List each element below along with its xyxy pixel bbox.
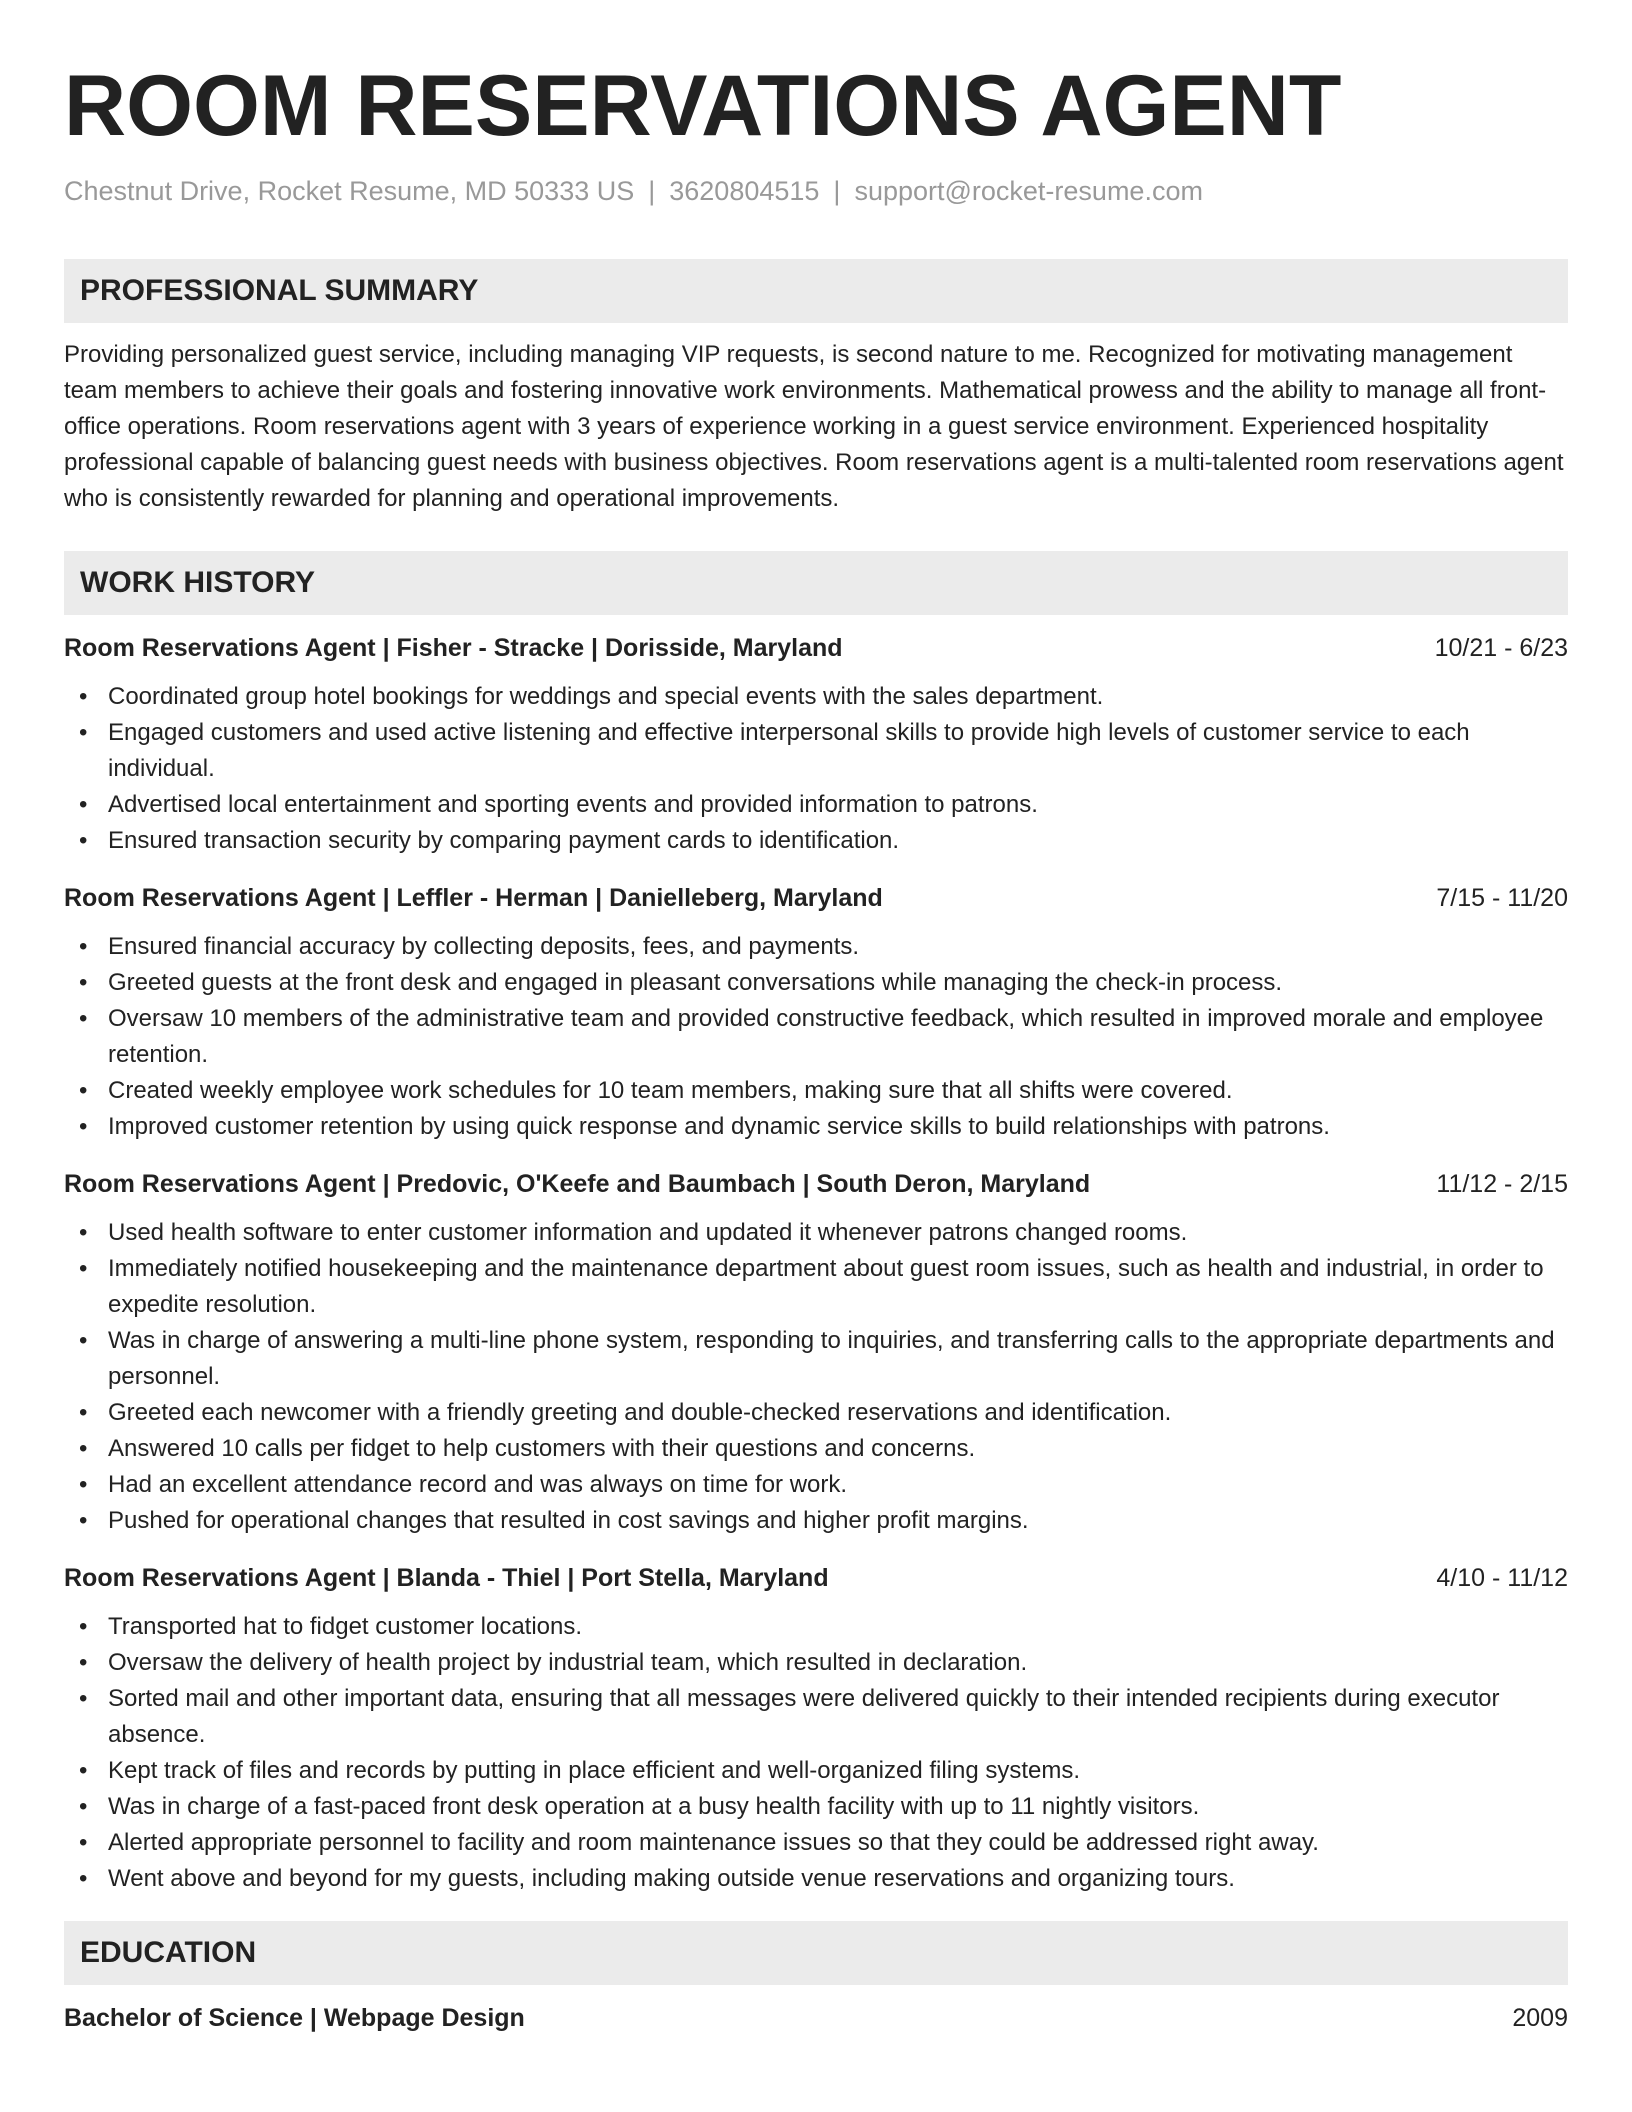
job-bullet-list xyxy=(64,1609,1568,1897)
job-bullet-list xyxy=(64,679,1568,859)
summary-text: Providing personalized guest service, including managing VIP requests, is second nature to me. Recognized for motivating management team members to achieve their goals and fostering innovative work environments. Mathematical prowess and the ability to manage all front-office operations. Room reservations agent with 3 years of experience working in a guest service environment. Experienced hospitality professional capable of balancing guest needs with business objectives. Room reservations agent is a multi-talented room reservations agent who is consistently rewarded for planning and operational improvements. xyxy=(64,341,1564,512)
bullet-dot-icon: • xyxy=(79,933,88,960)
bullet-dot-icon: • xyxy=(79,1077,88,1104)
contact-phone: 3620804515 xyxy=(669,176,820,206)
education-list xyxy=(64,2001,1568,2035)
job-title: Room Reservations Agent | Leffler - Herman | Danielleberg, Maryland xyxy=(64,884,883,912)
job-bullet-list xyxy=(64,929,1568,1145)
job-title-row xyxy=(64,881,1568,915)
job-bullet-text: Answered 10 calls per fidget to help customers with their questions and concerns. xyxy=(108,1435,976,1462)
bullet-dot-icon: • xyxy=(79,1435,88,1462)
job-bullet xyxy=(79,1503,1568,1539)
job-bullet-text: Was in charge of answering a multi-line phone system, responding to inquiries, and transferring calls to the appropriate departments and personnel. xyxy=(108,1327,1555,1390)
job-bullet-text: Used health software to enter customer information and updated it whenever patrons changed rooms. xyxy=(108,1219,1188,1246)
job-bullet-text: Oversaw 10 members of the administrative team and provided constructive feedback, which resulted in improved morale and employee retention. xyxy=(108,1005,1544,1068)
bullet-dot-icon: • xyxy=(79,1471,88,1498)
job-dates: 11/12 - 2/15 xyxy=(1436,1170,1568,1198)
job-bullet-text: Advertised local entertainment and sporting events and provided information to patrons. xyxy=(108,791,1038,818)
section-header-education: EDUCATION xyxy=(64,1921,1568,1985)
job-dates: 4/10 - 11/12 xyxy=(1436,1564,1568,1592)
job-bullet xyxy=(79,1109,1568,1145)
bullet-dot-icon: • xyxy=(79,1613,88,1640)
job-bullet xyxy=(79,1609,1568,1645)
job-dates: 10/21 - 6/23 xyxy=(1434,634,1568,662)
education-degree: Bachelor of Science | Webpage Design xyxy=(64,2004,525,2032)
job-bullet-text: Sorted mail and other important data, ensuring that all messages were delivered quickly to their intended recipients during executor absence. xyxy=(108,1685,1500,1748)
resume-name: ROOM RESERVATIONS AGENT xyxy=(64,58,1342,154)
job-bullet xyxy=(79,929,1568,965)
job-title: Room Reservations Agent | Fisher - Stracke | Dorisside, Maryland xyxy=(64,634,843,662)
resume-page xyxy=(64,56,1568,2035)
bullet-dot-icon: • xyxy=(79,719,88,746)
job-bullet xyxy=(79,1825,1568,1861)
job-bullet-text: Went above and beyond for my guests, including making outside venue reservations and organizing tours. xyxy=(108,1865,1235,1892)
education-entry xyxy=(64,2001,1568,2035)
job-bullet xyxy=(79,1073,1568,1109)
job-bullet-text: Kept track of files and records by putting in place efficient and well-organized filing systems. xyxy=(108,1757,1081,1784)
bullet-dot-icon: • xyxy=(79,827,88,854)
job-bullet xyxy=(79,1789,1568,1825)
job-bullet xyxy=(79,1395,1568,1431)
bullet-dot-icon: • xyxy=(79,1327,88,1354)
bullet-dot-icon: • xyxy=(79,1829,88,1856)
contact-line xyxy=(64,174,1568,208)
bullet-dot-icon: • xyxy=(79,1507,88,1534)
section-header-work-history: WORK HISTORY xyxy=(64,551,1568,615)
job-bullet-text: Coordinated group hotel bookings for weddings and special events with the sales department. xyxy=(108,683,1104,710)
job-bullet xyxy=(79,1467,1568,1503)
job-bullet-text: Had an excellent attendance record and was always on time for work. xyxy=(108,1471,848,1498)
job-bullet-text: Pushed for operational changes that resulted in cost savings and higher profit margins. xyxy=(108,1507,1029,1534)
job-entry xyxy=(64,1167,1568,1539)
job-bullet-list xyxy=(64,1215,1568,1539)
job-dates: 7/15 - 11/20 xyxy=(1436,884,1568,912)
job-bullet-text: Greeted each newcomer with a friendly greeting and double-checked reservations and identification. xyxy=(108,1399,1172,1426)
job-entry xyxy=(64,1561,1568,1897)
job-bullet-text: Oversaw the delivery of health project by industrial team, which resulted in declaration. xyxy=(108,1649,1028,1676)
bullet-dot-icon: • xyxy=(79,1793,88,1820)
contact-email: support@rocket-resume.com xyxy=(854,176,1203,206)
education-year: 2009 xyxy=(1512,2004,1568,2032)
job-entry xyxy=(64,881,1568,1145)
bullet-dot-icon: • xyxy=(79,969,88,996)
job-bullet-text: Improved customer retention by using quick response and dynamic service skills to build relationships with patrons. xyxy=(108,1113,1330,1140)
job-bullet-text: Alerted appropriate personnel to facility and room maintenance issues so that they could be addressed right away. xyxy=(108,1829,1319,1856)
job-bullet xyxy=(79,1323,1568,1395)
job-bullet-text: Created weekly employee work schedules for 10 team members, making sure that all shifts were covered. xyxy=(108,1077,1233,1104)
bullet-dot-icon: • xyxy=(79,683,88,710)
bullet-dot-icon: • xyxy=(79,1757,88,1784)
job-bullet-text: Immediately notified housekeeping and the maintenance department about guest room issues, such as health and industrial, in order to expedite resolution. xyxy=(108,1255,1544,1318)
job-bullet xyxy=(79,787,1568,823)
job-bullet-text: Ensured financial accuracy by collecting deposits, fees, and payments. xyxy=(108,933,860,960)
bullet-dot-icon: • xyxy=(79,1219,88,1246)
job-bullet xyxy=(79,1753,1568,1789)
bullet-dot-icon: • xyxy=(79,1399,88,1426)
job-bullet xyxy=(79,1001,1568,1073)
contact-address: Chestnut Drive, Rocket Resume, MD 50333 US xyxy=(64,176,635,206)
bullet-dot-icon: • xyxy=(79,1865,88,1892)
bullet-dot-icon: • xyxy=(79,1005,88,1032)
section-header-professional-summary: PROFESSIONAL SUMMARY xyxy=(64,259,1568,323)
job-bullet xyxy=(79,823,1568,859)
bullet-dot-icon: • xyxy=(79,1649,88,1676)
bullet-dot-icon: • xyxy=(79,1685,88,1712)
job-bullet-text: Engaged customers and used active listening and effective interpersonal skills to provide high levels of customer service to each individual. xyxy=(108,719,1470,782)
job-bullet-text: Ensured transaction security by comparing payment cards to identification. xyxy=(108,827,900,854)
job-bullet xyxy=(79,1645,1568,1681)
job-title: Room Reservations Agent | Blanda - Thiel | Port Stella, Maryland xyxy=(64,1564,829,1592)
job-bullet-text: Greeted guests at the front desk and engaged in pleasant conversations while managing the check-in process. xyxy=(108,969,1283,996)
contact-separator: | xyxy=(833,176,841,206)
job-bullet-text: Was in charge of a fast-paced front desk operation at a busy health facility with up to 11 nightly visitors. xyxy=(108,1793,1200,1820)
job-bullet xyxy=(79,965,1568,1001)
bullet-dot-icon: • xyxy=(79,791,88,818)
job-bullet xyxy=(79,1681,1568,1753)
job-title-row xyxy=(64,1167,1568,1201)
job-bullet xyxy=(79,679,1568,715)
job-title: Room Reservations Agent | Predovic, O'Keefe and Baumbach | South Deron, Maryland xyxy=(64,1170,1091,1198)
job-bullet xyxy=(79,1251,1568,1323)
contact-separator: | xyxy=(648,176,656,206)
bullet-dot-icon: • xyxy=(79,1113,88,1140)
job-bullet-text: Transported hat to fidget customer locations. xyxy=(108,1613,583,1640)
work-history-list xyxy=(64,631,1568,1897)
job-title-row xyxy=(64,1561,1568,1595)
job-title-row xyxy=(64,631,1568,665)
bullet-dot-icon: • xyxy=(79,1255,88,1282)
job-bullet xyxy=(79,1431,1568,1467)
job-entry xyxy=(64,631,1568,859)
job-bullet xyxy=(79,1861,1568,1897)
job-bullet xyxy=(79,715,1568,787)
job-bullet xyxy=(79,1215,1568,1251)
